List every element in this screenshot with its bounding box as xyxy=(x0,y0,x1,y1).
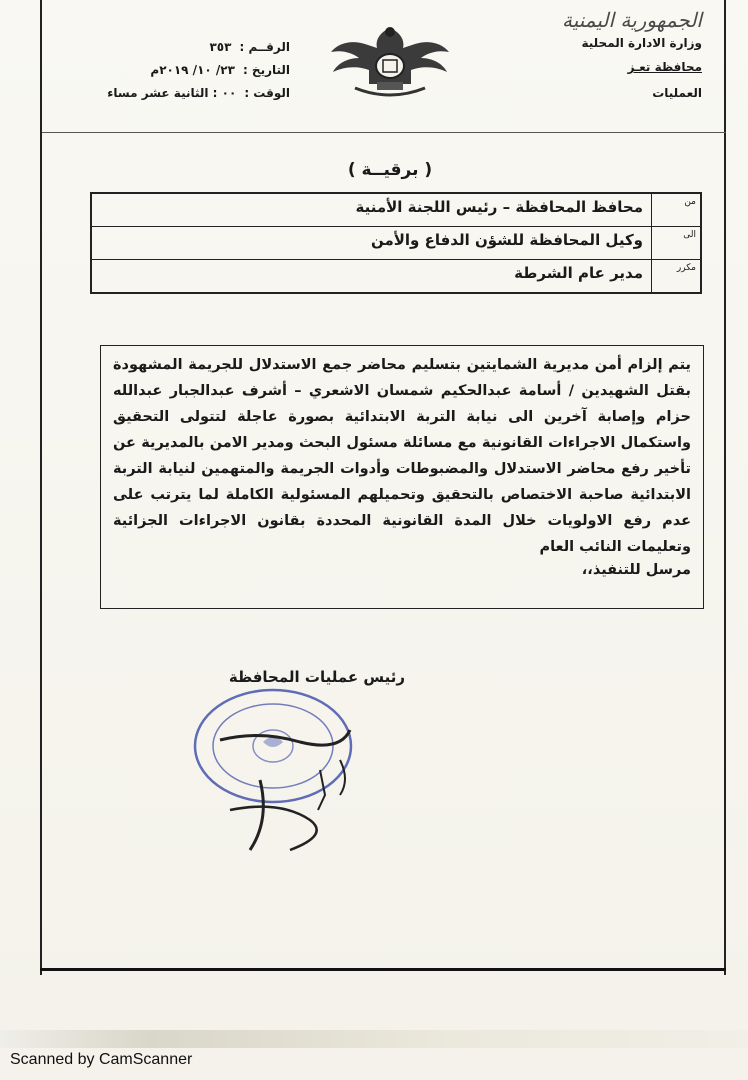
date-row xyxy=(100,63,290,77)
header-left-block xyxy=(100,40,290,109)
number-label: الرقــم : xyxy=(239,40,290,54)
addressee-value: وكيل المحافظة للشؤن الدفاع والأمن xyxy=(370,231,643,249)
scan-edge-strip xyxy=(0,1030,748,1048)
scanner-watermark: Scanned by CamScanner xyxy=(10,1051,193,1068)
addressee-row-cc xyxy=(92,260,700,292)
date-value: ٢٣/ ١٠/ ٢٠١٩م xyxy=(150,63,235,77)
handwritten-signature-icon xyxy=(200,700,380,860)
telegram-body-text: يتم إلزام أمن مديرية الشمايتين بتسليم محاضر جمع الاستدلال للجريمة المشهودة بقتل الشهيدين / أسامة عبدالحكيم شمسان الاشعري – أشرف عبدالجبار عبدالله حزام وإصابة آخرين الى نيابة التربة الابتدائية بصورة عاجلة لتتولى التحقيق واستكمال الاجراءات القانونية مع مسائلة مسئول البحث ومدير الامن بالمديرية عن تأخير رفع محاضر الاستدلال والمضبوطات وأدوات الجريمة والمتهمين لنيابة التربة الابتدائية صاحبة الاختصاص بالتحقيق وتحميلهم المسئولية الكاملة لما يترتب على عدم رفع الاولويات خلال المدة القانونية المحددة بقانون الاجراءات الجزائية وتعليمات النائب العام xyxy=(113,357,691,555)
addressee-table xyxy=(90,192,702,294)
addressee-row-from xyxy=(92,194,700,227)
addressee-value: محافظ المحافظة – رئيس اللجنة الأمنية xyxy=(355,198,643,216)
time-label: الوقت : xyxy=(244,86,290,100)
frame-left-border xyxy=(40,0,42,975)
document-title: ( برقيــة ) xyxy=(347,160,433,180)
number-value: ٣٥٣ xyxy=(209,40,232,54)
addressee-key: من xyxy=(651,194,700,226)
time-row xyxy=(100,86,290,100)
addressee-value: مدير عام الشرطة xyxy=(514,264,643,282)
republic-motto: الجمهورية اليمنية xyxy=(561,8,702,32)
frame-bottom-border xyxy=(40,968,726,971)
telegram-closing: مرسل للتنفيذ،، xyxy=(581,562,691,578)
ministry-name: وزارة الادارة المحلية xyxy=(581,36,702,50)
signatory-title: رئيس عمليات المحافظة xyxy=(228,668,405,686)
frame-right-border xyxy=(724,0,726,975)
header-separator xyxy=(42,132,726,133)
governorate-name: محافظة تعـز xyxy=(627,60,702,74)
telegram-body-box xyxy=(100,345,704,609)
reference-number-row xyxy=(100,40,290,54)
operations-label: العمليات xyxy=(652,86,702,100)
yemen-eagle-emblem-icon xyxy=(325,22,455,104)
date-label: التاريخ : xyxy=(242,63,290,77)
addressee-key: مكرر xyxy=(651,260,700,292)
time-value: ٠٠ : الثانية عشر مساء xyxy=(107,86,237,100)
header-right-block xyxy=(512,8,702,100)
addressee-row-to xyxy=(92,227,700,260)
addressee-key: الى xyxy=(651,227,700,259)
